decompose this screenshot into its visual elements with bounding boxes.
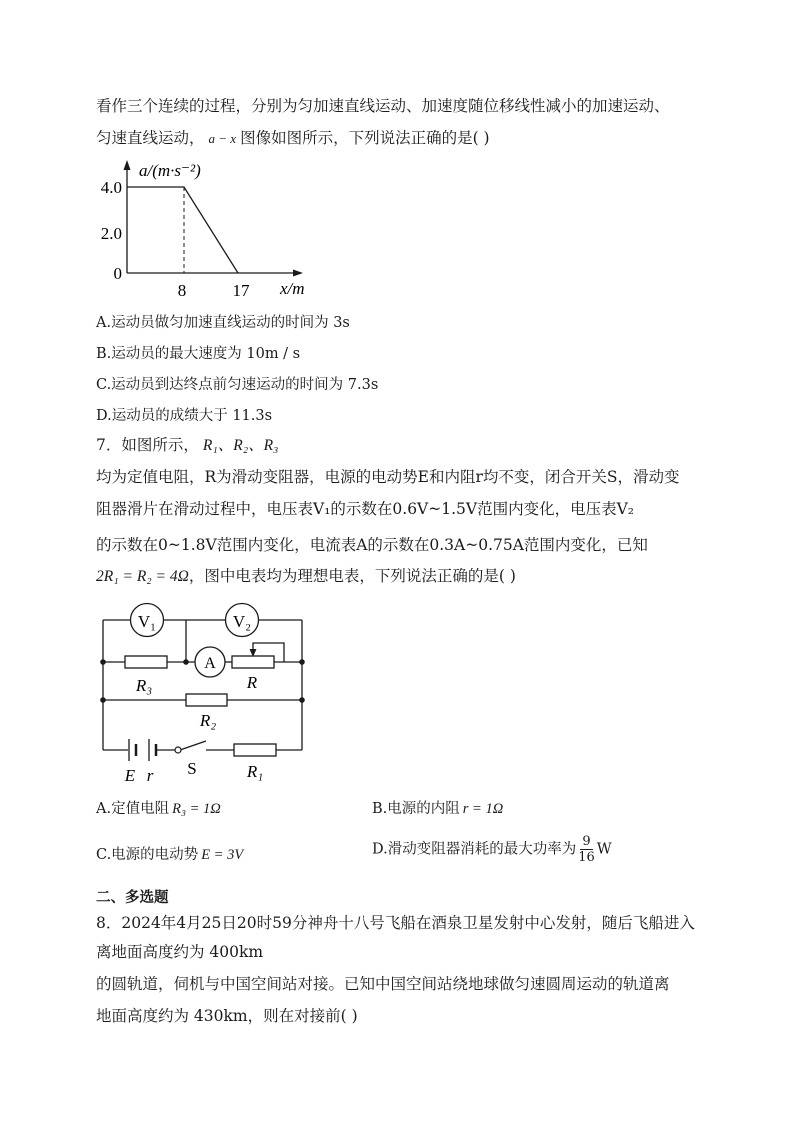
graph-y-label: a/(m·s⁻²): [139, 161, 201, 180]
q7-text-line4: 的示数在0~1.8V范围内变化，电流表A的示数在0.3A~0.75A范围内变化，已知: [96, 536, 648, 554]
r2-label: R₂: [199, 711, 217, 730]
r1-label: R₁: [246, 762, 264, 781]
q6-line2-suffix: 图像如图所示，下列说法正确的是( ): [240, 129, 490, 147]
rheostat-r-icon: [232, 656, 274, 668]
graph-y-tick-0: 0: [113, 264, 122, 283]
q7-option-a[interactable]: [96, 797, 221, 818]
q6-option-b[interactable]: B.运动员的最大速度为 10m / s: [96, 346, 301, 362]
q6-option-a[interactable]: A.运动员做匀加速直线运动的时间为 3s: [96, 315, 350, 331]
ammeter-label: A: [204, 655, 216, 672]
s-label: S: [187, 759, 197, 778]
q6-option-d[interactable]: D.运动员的成绩大于 11.3s: [96, 408, 273, 424]
q8-text-line4: 地面高度约为 430km，则在对接前( ): [96, 1007, 358, 1025]
graph-x-tick-17: 17: [232, 281, 250, 300]
q7-option-b-expr: r = 1Ω: [462, 801, 504, 817]
resistor-r2-icon: [186, 694, 227, 706]
v1-label: V₁: [137, 612, 157, 631]
q7-option-d-text: D.滑动变阻器消耗的最大功率为: [372, 841, 577, 858]
graph-y-tick-4: 4.0: [100, 178, 122, 197]
q6-option-c[interactable]: C.运动员到达终点前匀速运动的时间为 7.3s: [96, 377, 379, 393]
q7-option-a-text: A.定值电阻: [96, 801, 170, 817]
r-label: R: [246, 673, 258, 692]
q8-text-line2: 离地面高度约为 400km: [96, 943, 264, 961]
resistor-r1-icon: [234, 744, 276, 756]
q6-line2-prefix: 匀速直线运动，: [96, 129, 205, 147]
e-label: E: [124, 766, 136, 785]
q7-text-line2: 均为定值电阻，R为滑动变阻器，电源的电动势E和内阻r均不变，闭合开关S，滑动变: [96, 468, 680, 486]
q7-option-b[interactable]: [372, 797, 503, 818]
switch-s-icon: [175, 747, 181, 753]
q7-option-d[interactable]: [372, 834, 612, 865]
resistor-r3-icon: [125, 656, 167, 668]
q7-line5-suffix: ，图中电表均为理想电表，下列说法正确的是( ): [188, 567, 516, 585]
graph-x-tick-8: 8: [177, 281, 187, 300]
q8-text-line3: 的圆轨道，伺机与中国空间站对接。已知中国空间站绕地球做匀速圆周运动的轨道离: [96, 975, 670, 993]
fraction-denominator: 16: [578, 850, 595, 865]
q7-head: 7．如图所示，: [96, 436, 199, 454]
section-title-multiple-choice: 二、多选题: [96, 890, 169, 906]
q7-option-a-expr: R₃ = 1Ω: [172, 801, 221, 817]
r3-label: R₃: [135, 676, 153, 695]
q6-text-line1: 看作三个连续的过程，分别为匀加速直线运动、加速度随位移线性减小的加速运动、: [96, 97, 670, 115]
q8-text-line1: 8．2024年4月25日20时59分神舟十八号飞船在酒泉卫星发射中心发射，随后飞船进入: [96, 914, 695, 932]
graph-y-tick-2: 2.0: [100, 224, 122, 243]
q7-option-c-expr: E = 3V: [201, 847, 244, 863]
r-internal-label: r: [146, 766, 154, 785]
fraction-numerator: 9: [582, 834, 591, 849]
v2-label: V₂: [232, 612, 252, 631]
q7-option-b-text: B.电源的内阻: [372, 801, 460, 817]
q6-graph-expr: a − x: [208, 131, 237, 146]
q7-option-d-unit: W: [596, 841, 612, 858]
q7-option-c[interactable]: [96, 843, 243, 864]
q7-resistance-relation: 2R₁ = R₂ = 4Ω: [96, 568, 189, 585]
q7-text-line3: 阻器滑片在滑动过程中，电压表V₁的示数在0.6V~1.5V范围内变化，电压表V₂: [96, 500, 634, 518]
q7-option-c-text: C.电源的电动势: [96, 847, 199, 863]
q7-option-d-fraction: [578, 834, 595, 865]
graph-x-label: x/m: [280, 279, 305, 298]
q7-resistor-list: R₁、R₂、R₃: [202, 437, 279, 454]
